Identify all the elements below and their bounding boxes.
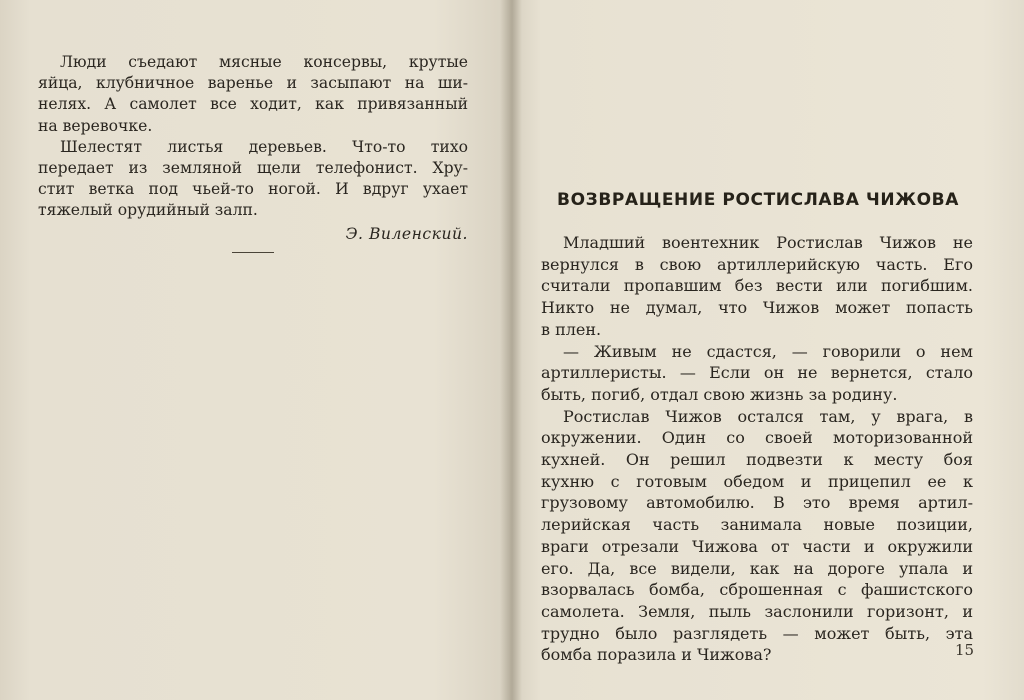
text-line: Люди съедают мясные консервы, крутые (60, 53, 468, 71)
author-signature: Э. Виленский. (345, 224, 468, 243)
text-line: на веревочке. (38, 116, 153, 135)
text-line: вернулся в свою артиллерийскую часть. Его (541, 254, 973, 274)
text-line: бомба поразила и Чижова? (541, 645, 772, 665)
text-line: артиллеристы. — Если он не вернется, стало (541, 363, 973, 383)
text-line: Никто не думал, что Чижов может попасть (541, 298, 973, 318)
text-line: грузовому автомобилю. В это время артил- (541, 493, 973, 513)
text-line: яйца, клубничное варенье и засыпают на ши- (38, 74, 468, 93)
text-line: Ростислав Чижов остался там, у врага, в (563, 406, 973, 426)
text-line: враги отрезали Чижова от части и окружили (541, 536, 973, 556)
text-line: самолета. Земля, пыль заслонили горизонт, и (541, 601, 973, 621)
text-line: трудно было разглядеть — может быть, эта (541, 623, 973, 643)
text-line: его. Да, все видели, как на дороге упала и (541, 558, 973, 578)
text-line: стит ветка под чьей-то ногой. И вдруг ухает (38, 180, 468, 199)
text-line: лерийская часть занимала новые позиции, (541, 515, 973, 535)
text-line: Шелестят листья деревьев. Что-то тихо (60, 137, 468, 156)
left-text-block (38, 52, 468, 245)
text-line: окружении. Один со своей моторизованной (541, 428, 973, 448)
text-line: кухней. Он решил подвезти к месту боя (541, 450, 973, 470)
chapter-title: ВОЗВРАЩЕНИЕ РОСТИСЛАВА ЧИЖОВА (557, 190, 959, 210)
right-text-block (541, 232, 973, 666)
book-gutter (500, 0, 522, 700)
text-line: передает из земляной щели телефонист. Хру- (38, 159, 468, 178)
text-line: в плен. (541, 319, 602, 339)
text-line: Младший воентехник Ростислав Чижов не (563, 233, 973, 252)
text-line: взорвалась бомба, сброшенная с фашистского (541, 580, 973, 600)
text-line: быть, погиб, отдал свою жизнь за родину. (541, 384, 898, 404)
text-line: считали пропавшим без вести или погибшим. (541, 276, 973, 296)
section-divider (232, 252, 274, 253)
left-page (0, 0, 510, 700)
text-line: нелях. А самолет все ходит, как привязанный (38, 95, 468, 114)
text-line: тяжелый орудийный залп. (38, 201, 258, 220)
text-line: — Живым не сдастся, — говорили о нем (563, 341, 973, 361)
text-line: кухню с готовым обедом и прицепил ее к (541, 471, 973, 491)
page-number: 15 (955, 641, 975, 659)
